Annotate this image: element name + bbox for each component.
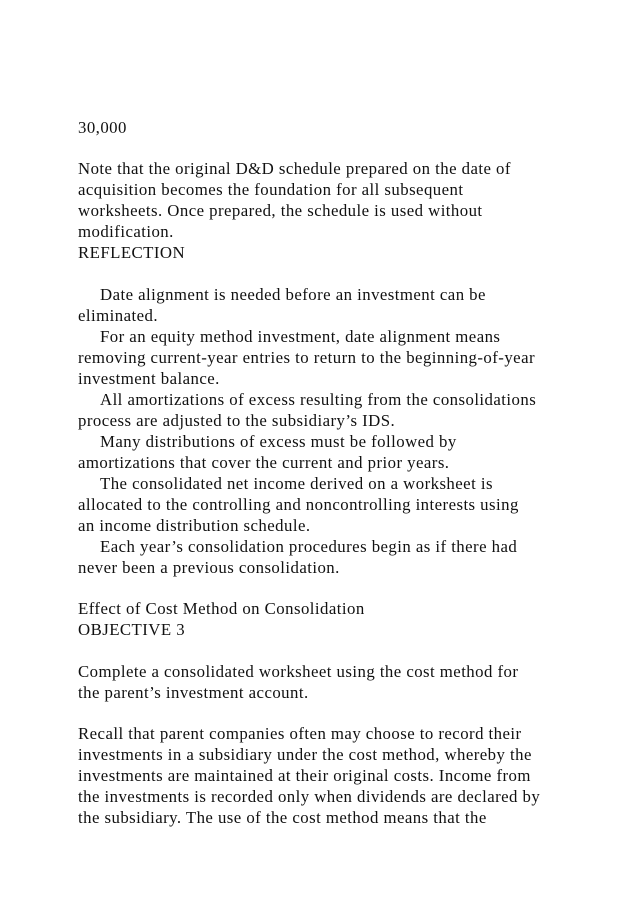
reflection-item-4-cont: amortizations that cover the current and prior years. [78,453,450,472]
note-line: acquisition becomes the foundation for all subsequent [78,180,464,199]
section-title: Effect of Cost Method on Consolidation [78,599,365,618]
body-line: the investments is recorded only when dividends are declared by [78,787,541,806]
note-line: Note that the original D&D schedule prepared on the date of [78,159,511,178]
reflection-heading: REFLECTION [78,243,186,262]
note-line: modification. [78,222,174,241]
reflection-item-3: All amortizations of excess resulting from the consolidations [100,390,537,409]
reflection-item-4: Many distributions of excess must be followed by [100,432,457,451]
reflection-item-5-cont: allocated to the controlling and noncontrolling interests using [78,495,519,514]
reflection-item-5-cont: an income distribution schedule. [78,516,311,535]
objective-label: OBJECTIVE 3 [78,620,186,639]
reflection-item-5: The consolidated net income derived on a worksheet is [100,474,493,493]
reflection-item-2-cont: investment balance. [78,369,220,388]
reflection-item-1: Date alignment is needed before an investment can be [100,285,486,304]
reflection-item-6-cont: never been a previous consolidation. [78,558,340,577]
amount-value: 30,000 [78,118,127,137]
reflection-item-1-cont: eliminated. [78,306,158,325]
reflection-item-2-cont: removing current-year entries to return to the beginning-of-year [78,348,536,367]
body-line: investments are maintained at their original costs. Income from [78,766,531,785]
reflection-item-6: Each year’s consolidation procedures begin as if there had [100,537,518,556]
body-line: the subsidiary. The use of the cost method means that the [78,808,487,827]
reflection-item-2: For an equity method investment, date alignment means [100,327,501,346]
note-line: worksheets. Once prepared, the schedule is used without [78,201,483,220]
reflection-item-3-cont: process are adjusted to the subsidiary’s IDS. [78,411,396,430]
objective-text: the parent’s investment account. [78,683,309,702]
body-line: investments in a subsidiary under the cost method, whereby the [78,745,532,764]
objective-text: Complete a consolidated worksheet using the cost method for [78,662,519,681]
body-line: Recall that parent companies often may choose to record their [78,724,522,743]
